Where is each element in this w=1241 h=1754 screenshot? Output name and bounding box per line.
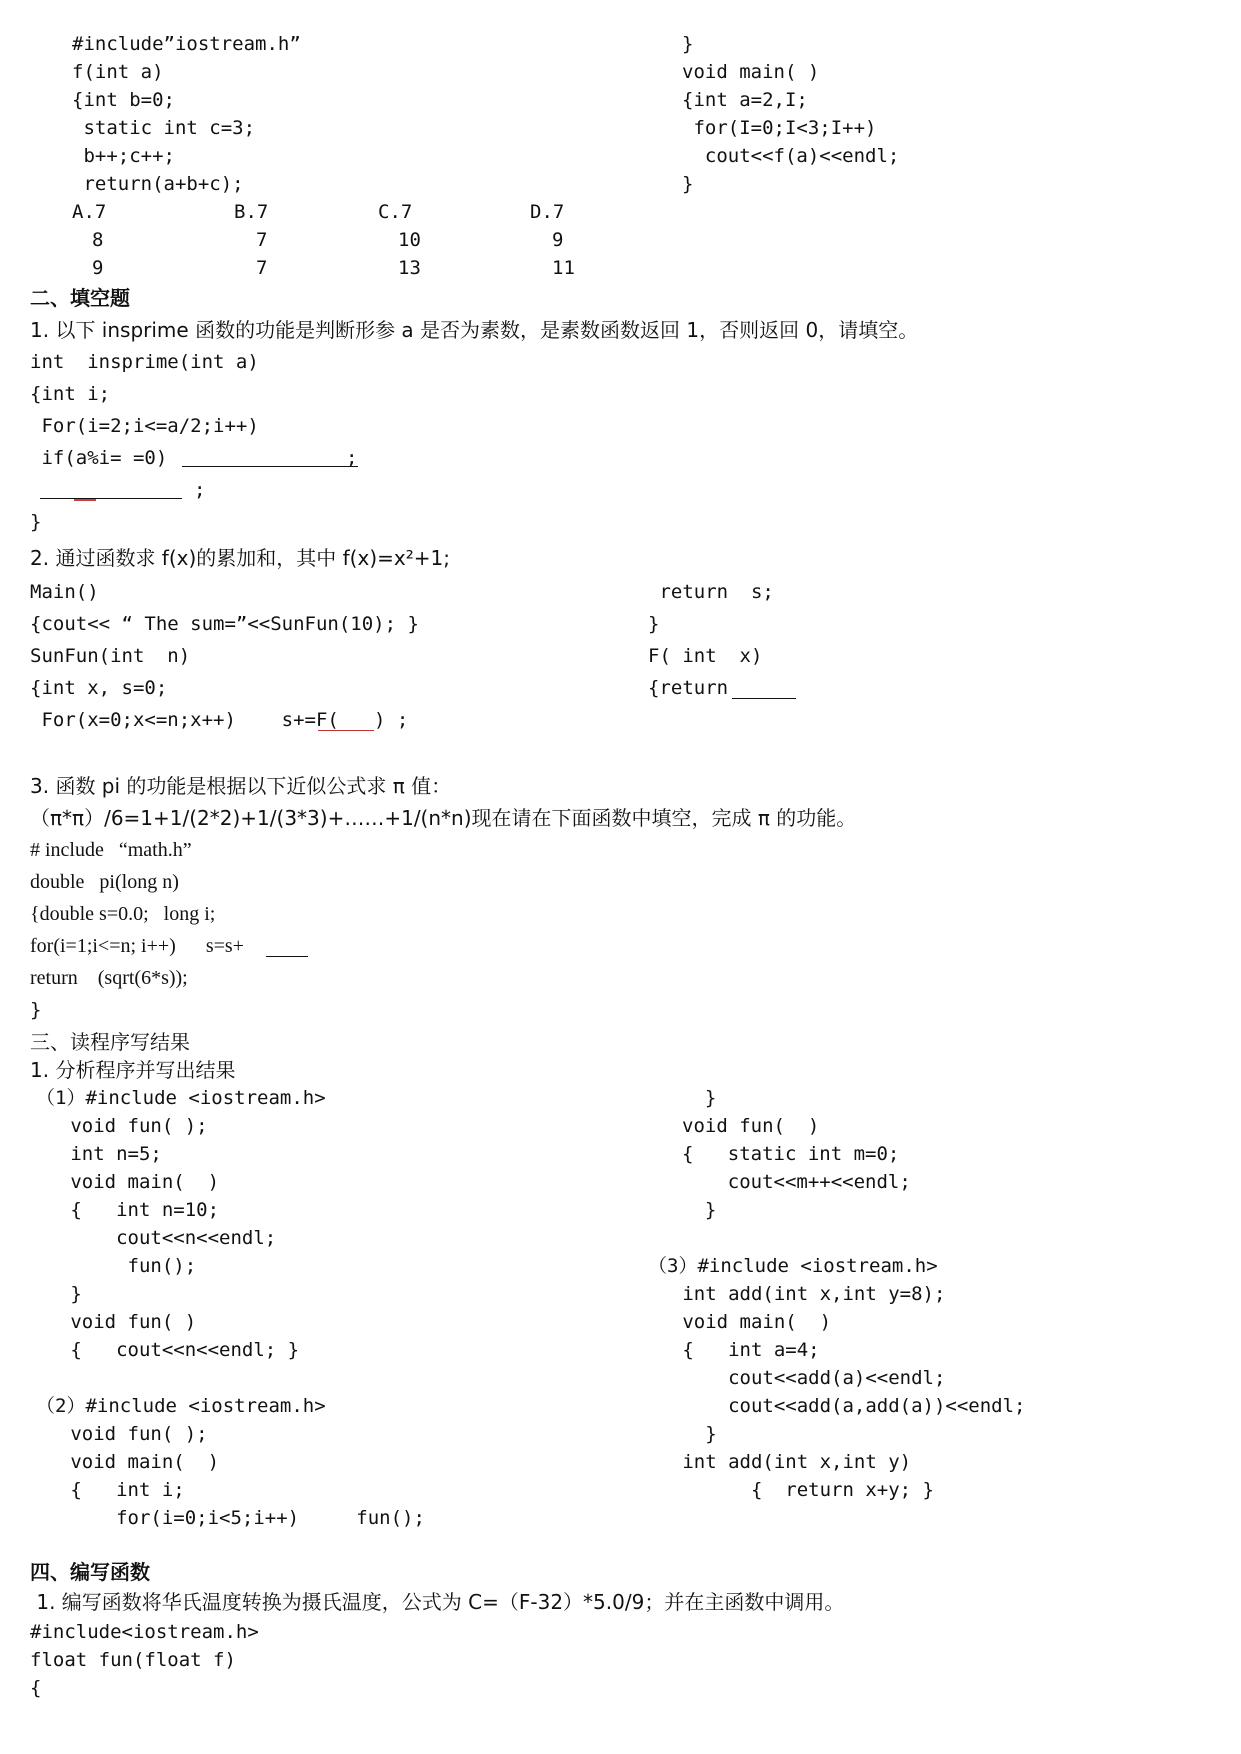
code-line: fun(); <box>36 1255 197 1277</box>
code-line: # include “math.h” <box>30 839 192 861</box>
answer-blank[interactable] <box>182 446 358 467</box>
code-line: return (sqrt(6*s)); <box>30 967 188 989</box>
red-mark <box>74 499 96 501</box>
code-line: void fun( ); <box>36 1423 208 1445</box>
code-line: {double s=0.0; long i; <box>30 903 216 925</box>
code-line: } <box>36 1283 82 1305</box>
code-line: {int x, s=0; <box>30 677 168 699</box>
code-line: int add(int x,int y) <box>648 1451 912 1473</box>
section-heading: 二、填空题 <box>30 286 130 310</box>
code-line: void fun( ) <box>682 1115 820 1137</box>
question-prompt: 1. 编写函数将华氏温度转换为摄氏温度，公式为 C=（F-32）*5.0/9；并在主函数中调用。 <box>30 1590 845 1614</box>
answer-blank[interactable] <box>40 478 182 499</box>
code-line: {int a=2,I; <box>682 89 808 111</box>
code-line: { <box>30 1677 42 1699</box>
code-line: { return x+y; } <box>648 1479 934 1501</box>
code-line: int n=5; <box>36 1143 162 1165</box>
question-prompt: 2. 通过函数求 f(x)的累加和，其中 f(x)=x²+1; <box>30 546 450 570</box>
option-d-label: D.7 <box>530 201 565 223</box>
code-line: for(i=1;i<=n; i++) s=s+ <box>30 935 244 957</box>
semicolon: ; <box>346 447 358 469</box>
code-line: #include”iostream.h” <box>72 33 301 55</box>
code-line: return(a+b+c); <box>72 173 244 195</box>
option-b-value: 7 <box>256 229 268 251</box>
code-line: void fun( ); <box>36 1115 208 1137</box>
option-a-value: 8 <box>92 229 104 251</box>
code-line: cout<<n<<endl; <box>36 1227 277 1249</box>
code-line: } <box>682 173 694 195</box>
option-c-label: C.7 <box>378 201 413 223</box>
option-a-label: A.7 <box>72 201 107 223</box>
closing-brace: } <box>30 999 42 1021</box>
code-line: { static int m=0; <box>682 1143 900 1165</box>
code-line: { cout<<n<<endl; } <box>36 1339 300 1361</box>
code-line: int insprime(int a) <box>30 351 259 373</box>
option-c-value: 10 <box>398 229 421 251</box>
option-b-value: 7 <box>256 257 268 279</box>
code-line: void main( ) <box>648 1311 832 1333</box>
code-line: cout<<add(a,add(a))<<endl; <box>648 1395 1026 1417</box>
code-line: float fun(float f) <box>30 1649 236 1671</box>
question-prompt: 3. 函数 pi 的功能是根据以下近似公式求 π 值： <box>30 774 452 798</box>
question-prompt: 1. 以下 insprime 函数的功能是判断形参 a 是否为素数，是素数函数返回 1，否则返回 0，请填空。 <box>30 318 919 342</box>
code-line: cout<<add(a)<<endl; <box>648 1367 946 1389</box>
code-line: （1）#include <iostream.h> <box>36 1087 326 1109</box>
code-line: f(int a) <box>72 61 164 83</box>
option-c-value: 13 <box>398 257 421 279</box>
question-prompt: 1. 分析程序并写出结果 <box>30 1058 236 1082</box>
semicolon: ; <box>194 479 206 501</box>
code-line: （2）#include <iostream.h> <box>36 1395 326 1417</box>
code-line: double pi(long n) <box>30 871 179 893</box>
code-line: {return <box>648 677 740 699</box>
code-line: } <box>682 33 694 55</box>
code-line: {cout<< “ The sum=”<<SunFun(10); } <box>30 613 419 635</box>
option-d-value: 11 <box>552 257 575 279</box>
option-d-value: 9 <box>552 229 564 251</box>
code-line: void main( ) <box>36 1451 220 1473</box>
code-line: { int n=10; <box>36 1199 220 1221</box>
code-line: SunFun(int n) <box>30 645 191 667</box>
code-line: （3）#include <iostream.h> <box>648 1255 938 1277</box>
answer-blank[interactable] <box>266 936 308 957</box>
code-line: static int c=3; <box>72 117 256 139</box>
code-line: cout<<m++<<endl; <box>682 1171 911 1193</box>
formula: （π*π）/6=1+1/(2*2)+1/(3*3)+……+1/(n*n)现在请在下面函数中填空，完成 π 的功能。 <box>30 806 857 830</box>
code-line: {int i; <box>30 383 111 405</box>
option-a-value: 9 <box>92 257 104 279</box>
closing-brace: } <box>30 511 42 533</box>
code-line: } <box>682 1087 717 1109</box>
code-line: } <box>648 1423 717 1445</box>
answer-blank[interactable] <box>732 678 796 699</box>
code-line: } <box>648 613 660 635</box>
code-line: for(i=0;i<5;i++) fun(); <box>36 1507 425 1529</box>
code-line: {int b=0; <box>72 89 175 111</box>
code-line: { int a=4; <box>648 1339 820 1361</box>
code-line: b++;c++; <box>72 145 175 167</box>
code-line: return s; <box>648 581 774 603</box>
section-heading: 四、编写函数 <box>30 1560 150 1584</box>
code-line: void fun( ) <box>36 1311 197 1333</box>
answer-blank[interactable] <box>318 710 374 731</box>
code-line: For(i=2;i<=a/2;i++) <box>30 415 259 437</box>
code-line: F( int x) <box>648 645 763 667</box>
code-line: void main( ) <box>36 1171 220 1193</box>
code-tail: ) ; <box>374 709 409 731</box>
code-line: cout<<f(a)<<endl; <box>682 145 900 167</box>
option-b-label: B.7 <box>234 201 269 223</box>
code-line: int add(int x,int y=8); <box>648 1283 946 1305</box>
code-line: if(a%i= =0) <box>30 447 168 469</box>
code-line: For(x=0;x<=n;x++) s+=F( <box>30 709 339 731</box>
code-line: void main( ) <box>682 61 820 83</box>
section-heading: 三、读程序写结果 <box>30 1030 190 1054</box>
code-line: { int i; <box>36 1479 185 1501</box>
code-line: Main() <box>30 581 99 603</box>
code-line: } <box>682 1199 717 1221</box>
code-line: #include<iostream.h> <box>30 1621 259 1643</box>
code-line: for(I=0;I<3;I++) <box>682 117 877 139</box>
